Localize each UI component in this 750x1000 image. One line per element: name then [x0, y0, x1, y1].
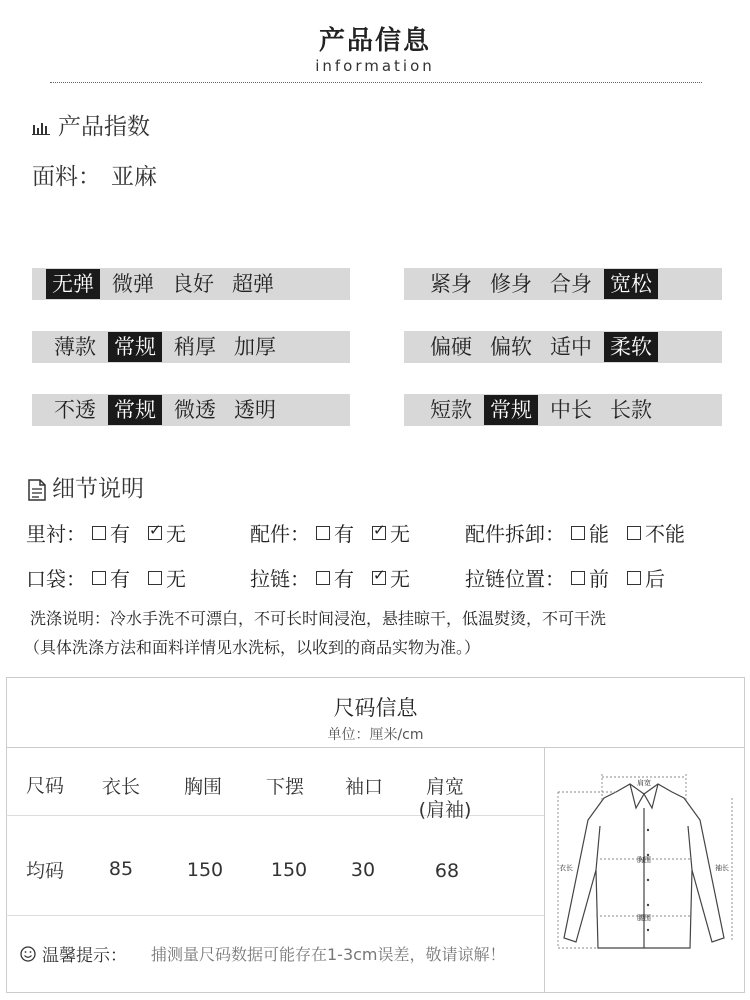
index-section-title: [32, 108, 150, 141]
fabric-value: 亚麻: [111, 164, 157, 190]
option-label: 无: [390, 567, 410, 591]
index-option: 常规: [108, 332, 162, 362]
option-label: 能: [589, 522, 609, 546]
fabric-label: 面料：: [32, 164, 101, 190]
bar-chart-icon: [32, 121, 50, 135]
diagram-label: 肩宽: [637, 779, 651, 787]
lining-no-checkbox: [148, 526, 162, 540]
fit-bar: [404, 268, 722, 300]
row-length: 85: [108, 858, 134, 880]
index-option: 常规: [484, 395, 538, 425]
size-unit: 单位：厘米/cm: [327, 727, 424, 743]
header-chest: 胸围: [183, 776, 222, 798]
option-label: 前: [589, 567, 609, 591]
option-label: 无: [166, 567, 186, 591]
index-option: 适中: [550, 335, 592, 359]
header-hem: 下摆: [265, 776, 304, 798]
zipper-yes-checkbox: [316, 571, 330, 585]
detail-title-text: 细节说明: [52, 476, 144, 502]
transparency-bar: [32, 394, 350, 426]
row-hem: 150: [270, 859, 308, 881]
index-option: 紧身: [430, 272, 472, 296]
zip-position-row: [465, 563, 665, 592]
accessory-no-checkbox: [372, 526, 386, 540]
header-length: 衣长: [101, 776, 140, 798]
index-option: 常规: [108, 395, 162, 425]
option-label: 有: [334, 567, 354, 591]
pocket-no-checkbox: [148, 571, 162, 585]
option-label: 无: [166, 522, 186, 546]
header-shoulder-note: (肩袖): [418, 799, 472, 821]
index-option: 无弹: [46, 269, 100, 299]
pocket-yes-checkbox: [92, 571, 106, 585]
index-option: 良好: [172, 272, 214, 296]
header-shoulder: 肩宽: [425, 776, 464, 798]
index-option: 不透: [54, 398, 96, 422]
row-shoulder: 68: [434, 860, 460, 882]
index-option: 超弹: [232, 272, 274, 296]
zipper-label: 拉链：: [250, 567, 310, 591]
header-cuff: 袖口: [344, 776, 383, 798]
size-title: 尺码信息: [333, 696, 418, 720]
accessory-row: [250, 518, 410, 547]
elasticity-bar: [32, 268, 350, 300]
detach-yes-checkbox: [571, 526, 585, 540]
shirt-measurement-diagram: [552, 770, 737, 970]
diagram-label: 腰围: [637, 914, 651, 922]
index-option: 长款: [610, 398, 652, 422]
zip-back-checkbox: [627, 571, 641, 585]
option-label: 后: [645, 567, 665, 591]
option-label: 不能: [645, 522, 685, 546]
index-option: 偏软: [490, 335, 532, 359]
zipper-no-checkbox: [372, 571, 386, 585]
softness-bar: [404, 331, 722, 363]
header-size: 尺码: [26, 775, 65, 797]
thickness-bar: [32, 331, 350, 363]
index-option: 短款: [430, 398, 472, 422]
divider: [6, 915, 544, 916]
index-option: 柔软: [604, 332, 658, 362]
option-label: 无: [390, 522, 410, 546]
index-title-text: 产品指数: [58, 114, 150, 140]
option-label: 有: [334, 522, 354, 546]
length-bar: [404, 394, 722, 426]
option-label: 有: [110, 522, 130, 546]
zip-position-label: 拉链位置：: [465, 567, 565, 591]
option-label: 有: [110, 567, 130, 591]
row-chest: 150: [186, 859, 224, 881]
detach-row: [465, 518, 685, 547]
smile-icon: [20, 946, 36, 962]
index-option: 稍厚: [174, 335, 216, 359]
diagram-label: 胸围: [637, 856, 651, 864]
wash-instructions: 洗涤说明：冷水手洗不可漂白，不可长时间浸泡，悬挂晾干，低温熨烫，不可干洗: [30, 609, 607, 628]
detach-label: 配件拆卸：: [465, 522, 565, 546]
detail-section-title: [28, 470, 144, 503]
lining-label: 里衬：: [26, 522, 86, 546]
index-option: 修身: [490, 272, 532, 296]
index-option: 透明: [234, 398, 276, 422]
index-option: 中长: [550, 398, 592, 422]
divider: [6, 747, 745, 748]
zipper-row: [250, 563, 410, 592]
lining-yes-checkbox: [92, 526, 106, 540]
row-cuff: 30: [350, 859, 376, 881]
index-option: 合身: [550, 272, 592, 296]
tip-row: [20, 941, 506, 966]
index-option: 加厚: [234, 335, 276, 359]
accessory-yes-checkbox: [316, 526, 330, 540]
pocket-label: 口袋：: [26, 567, 86, 591]
document-icon: [28, 479, 46, 501]
page-title: 产品信息: [318, 26, 431, 56]
detach-no-checkbox: [627, 526, 641, 540]
diagram-label: 袖长: [715, 864, 729, 872]
index-option: 薄款: [54, 335, 96, 359]
accessory-label: 配件：: [250, 522, 310, 546]
dotted-divider: [50, 82, 702, 83]
page-subtitle: information: [315, 57, 435, 75]
pocket-row: [26, 563, 186, 592]
index-option: 微透: [174, 398, 216, 422]
diagram-label: 衣长: [559, 864, 573, 872]
tip-label: 温馨提示：: [42, 946, 127, 966]
zip-front-checkbox: [571, 571, 585, 585]
row-size: 均码: [26, 860, 65, 882]
index-option: 偏硬: [430, 335, 472, 359]
index-option: 宽松: [604, 269, 658, 299]
wash-note: （具体洗涤方法和面料详情见水洗标，以收到的商品实物为准。）: [24, 638, 481, 657]
fabric-line: [32, 158, 157, 191]
tip-text: 捕测量尺码数据可能存在1-3cm误差，敬请谅解！: [151, 945, 506, 964]
index-option: 微弹: [112, 272, 154, 296]
lining-row: [26, 518, 186, 547]
divider: [544, 747, 545, 993]
